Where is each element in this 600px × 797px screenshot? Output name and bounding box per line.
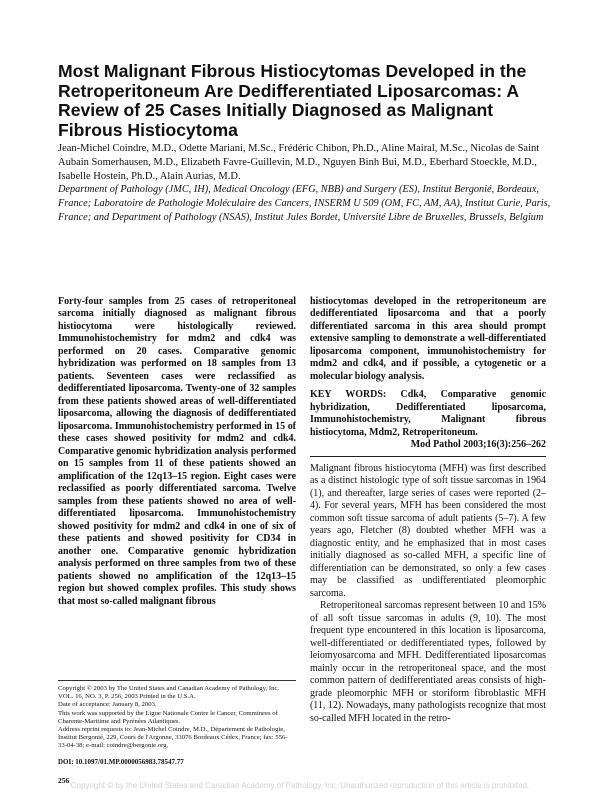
abstract-column-left	[58, 296, 296, 608]
body-paragraph: Malignant fibrous histiocytoma (MFH) was first described as a distinct histologic type of soft tissue sarcomas in 1964 (1), and thereafter, large series of cases were reported (2–4). For several years, MFH has been considered the most common soft tissue sarcoma of adult patients (5–7). A few years ago, Fletcher (8) doubted whether MFH was a diagnostic entity, and he emphasized that in most cases initially diagnosed as so-called MFH, a specific line of differentiation can be demonstrated, so only a few cases may be classified as undifferentiated pleomorphic sarcoma.	[310, 463, 546, 599]
body-paragraph: Retroperitoneal sarcomas represent between 10 and 15% of all soft tissue sarcomas in adults (9, 10). The most frequent type encountered in this location is liposarcoma, well-differentiated or dedifferentiated types, followed by leiomyosarcoma and MFH. Dedifferentiated liposarcomas mainly occur in the retroperitoneal space, and the most common pattern of dedifferentiated areas consists of high-grade pleomorphic MFH or storiform fibroblastic MFH (11, 12). Nowadays, many pathologists recognize that most so-called MFH located in the retro-	[310, 600, 546, 724]
keywords: KEY WORDS: Cdk4, Comparative genomic hybridization, Dedifferentiated liposarcoma, Immunohistochemistry, Malignant fibrous histiocytoma, Mdm2, Retroperitoneum.	[310, 389, 546, 438]
abstract-divider	[310, 456, 546, 457]
abstract-column-right	[310, 296, 546, 452]
footnote-copyright: Copyright © 2003 by The United States and Canadian Academy of Pathology, Inc.	[58, 685, 280, 692]
footnote-volume: VOL. 16, NO. 3, P. 256, 2003 Printed in the U.S.A.	[58, 693, 196, 701]
footnote-reprint-address: Address reprint requests to: Jean-Michel Coindre, M.D., Département de Pathologie, Institut Bergonié, 229, Cours de l'Argonne, 33076 Bordeaux Cédex, France; fax: 556-33-04-38; e-mail: coindre@bergonie.org.	[58, 726, 288, 750]
footnote-rule	[58, 680, 296, 681]
copyright-watermark: Copyright © by the United States and Canadian Academy of Pathology, Inc. Unauthorized reproduction of this article is prohibited.	[70, 781, 530, 790]
abstract-text-right: histiocytomas developed in the retroperitoneum are dedifferentiated liposarcoma and that a poorly differentiated sarcoma in this area should prompt extensive sampling to demonstrate a well-differentiated liposarcoma component, immunohistochemistry for mdm2 and cdk4, and if possible, a cytogenetic or a molecular biology analysis.	[310, 296, 546, 382]
footnotes	[58, 685, 296, 751]
abstract-text-left: Forty-four samples from 25 cases of retroperitoneal sarcoma initially diagnosed as malignant fibrous histiocytoma were histologically reviewed. Immunohistochemistry for mdm2 and cdk4 was performed on 20 cases. Comparative genomic hybridization was performed on 18 samples from 13 patients. Seventeen cases were reclassified as dedifferentiated liposarcoma. Twenty-one of 32 samples from these patients showed areas of well-differentiated liposarcoma, allowing the diagnosis of dedifferentiated liposarcoma. Immunohistochemistry performed in 15 of these cases showed positivity for mdm2 and cdk4. Comparative genomic hybridization analysis performed on 15 samples from 11 of these patients showed an amplification of the 12q13–15 region. Eight cases were reclassified as poorly differentiated sarcoma. Twelve samples from these patients showed no area of well-differentiated liposarcoma. Immunohistochemistry showed positivity for mdm2 and cdk4 in one of six of these patients and showed positivity for CD34 in another one. Comparative genomic hybridization analysis performed on three samples from two of these patients showed no amplification of the 12q13–15 region but showed complex profiles. This study shows that most so-called malignant fibrous	[58, 296, 296, 607]
footnote-acceptance-date: Date of acceptance: January 8, 2003.	[58, 701, 157, 709]
body-text-column	[310, 463, 546, 725]
footnote-funding: This work was supported by the Ligue Nationale Contre le Cancer, Comminees of Charente-Maritime and Pyrénées Atlantiques.	[58, 709, 278, 725]
article-title: Most Malignant Fibrous Histiocytomas Developed in the Retroperitoneum Are Dedifferentiated Liposarcomas: A Review of 25 Cases Initially Diagnosed as Malignant Fibrous Histiocytoma	[58, 61, 527, 140]
journal-citation: Mod Pathol 2003;16(3):256–262	[410, 439, 546, 451]
author-list: Jean-Michel Coindre, M.D., Odette Mariani, M.Sc., Frédéric Chibon, Ph.D., Aline Mairal, M.Sc., Nicolas de Saint Aubain Somerhausen, M.D., Elizabeth Favre-Guillevin, M.D., Nguyen Binh Bui, M.D., Eberhard Stoeckle, M.D., Isabelle Hostein, Ph.D., Alain Aurias, M.D.	[58, 143, 540, 182]
doi: DOI: 10.1097/01.MP.0000056983.78547.77	[58, 758, 184, 766]
affiliations: Department of Pathology (JMC, IH), Medical Oncology (EFG, NBB) and Surgery (ES), Institut Bergonié, Bordeaux, France; Laboratoire de Pathologie Moléculaire des Cancers, INSERM U 509 (OM, FC, AM, AA), Institut Curie, Paris, France; and Department of Pathology (NSAS), Institut Jules Bordet, Université Libre de Bruxelles, Brussels, Belgium	[58, 184, 551, 223]
page-number: 256	[58, 776, 70, 785]
